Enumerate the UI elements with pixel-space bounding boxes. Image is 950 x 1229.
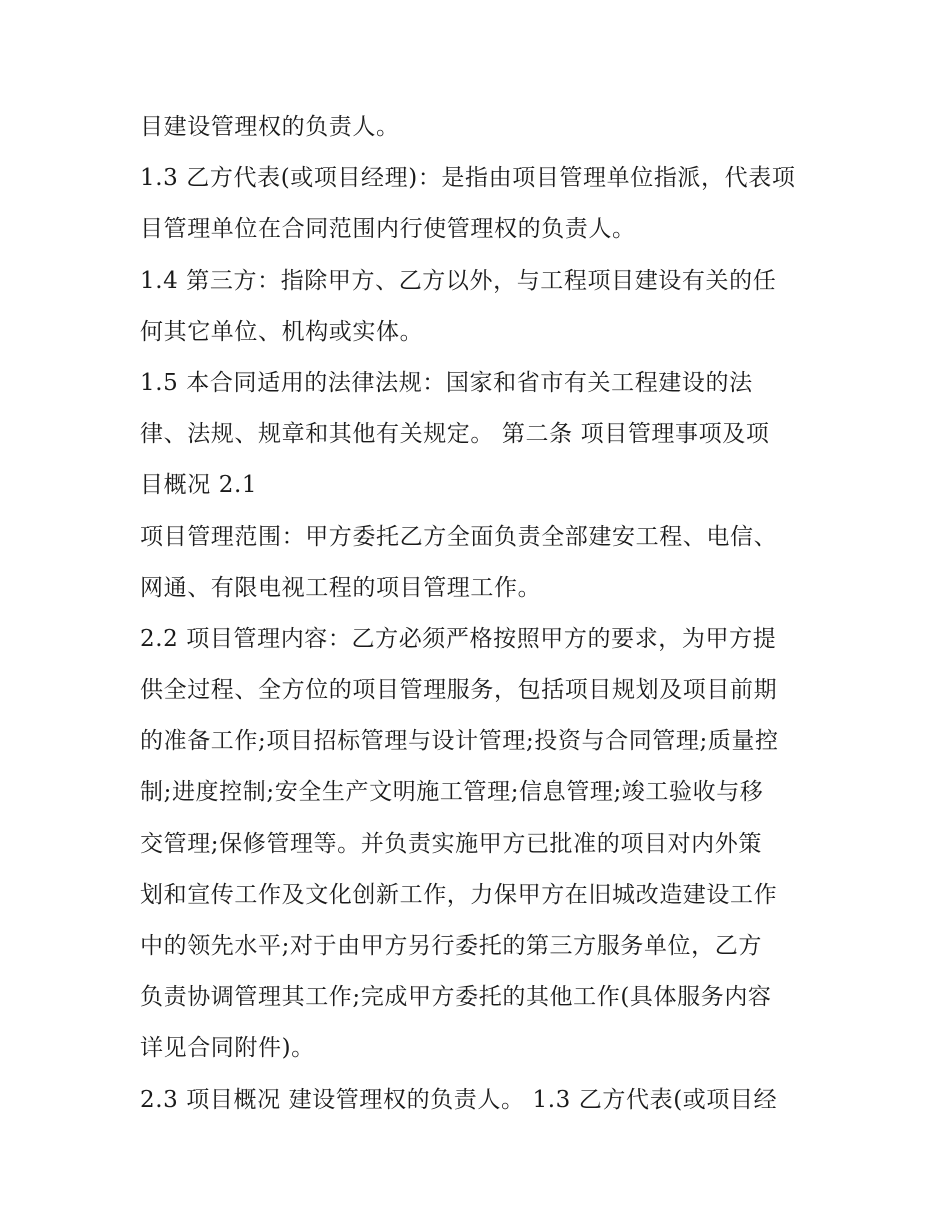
text-line: 1.4 第三方：指除甲方、乙方以外，与工程项目建设有关的任 [140,267,777,294]
text-line: 供全过程、全方位的项目管理服务，包括项目规划及项目前期 [140,677,778,704]
text-line: 目管理单位在合同范围内行使管理权的负责人。 [140,216,636,243]
text-line: 律、法规、规章和其他有关规定。 第二条 项目管理事项及项 [140,421,770,448]
text-line: 目建设管理权的负责人。 [140,114,400,140]
text-line: 何其它单位、机构或实体。 [140,318,424,345]
text-line: 中的领先水平;对于由甲方另行委托的第三方服务单位，乙方 [140,933,762,959]
text-line: 2.2 项目管理内容：乙方必须严格按照甲方的要求，为甲方提 [140,625,777,652]
text-line: 交管理;保修管理等。并负责实施甲方已批准的项目对内外策 [140,830,762,857]
text-line: 制;进度控制;安全生产文明施工管理;信息管理;竣工验收与移 [140,779,764,806]
text-line: 负责协调管理其工作;完成甲方委托的其他工作(具体服务内容 [140,984,772,1011]
document-body [140,102,820,1126]
text-line: 目概况 2.1 [140,472,258,499]
text-line: 1.3 乙方代表(或项目经理)：是指由项目管理单位指派，代表项 [140,165,796,192]
text-line: 划和宣传工作及文化创新工作，力保甲方在旧城改造建设工作 [140,881,778,908]
text-line: 详见合同附件)。 [140,1035,315,1062]
text-line: 1.5 本合同适用的法律法规：国家和省市有关工程建设的法 [140,369,753,396]
text-line: 网通、有限电视工程的项目管理工作。 [140,574,542,601]
text-line: 的准备工作;项目招标管理与设计管理;投资与合同管理;质量控 [140,728,779,755]
text-line: 项目管理范围：甲方委托乙方全面负责全部建安工程、电信、 [140,523,778,550]
text-line: 2.3 项目概况 建设管理权的负责人。 1.3 乙方代表(或项目经 [140,1086,778,1113]
